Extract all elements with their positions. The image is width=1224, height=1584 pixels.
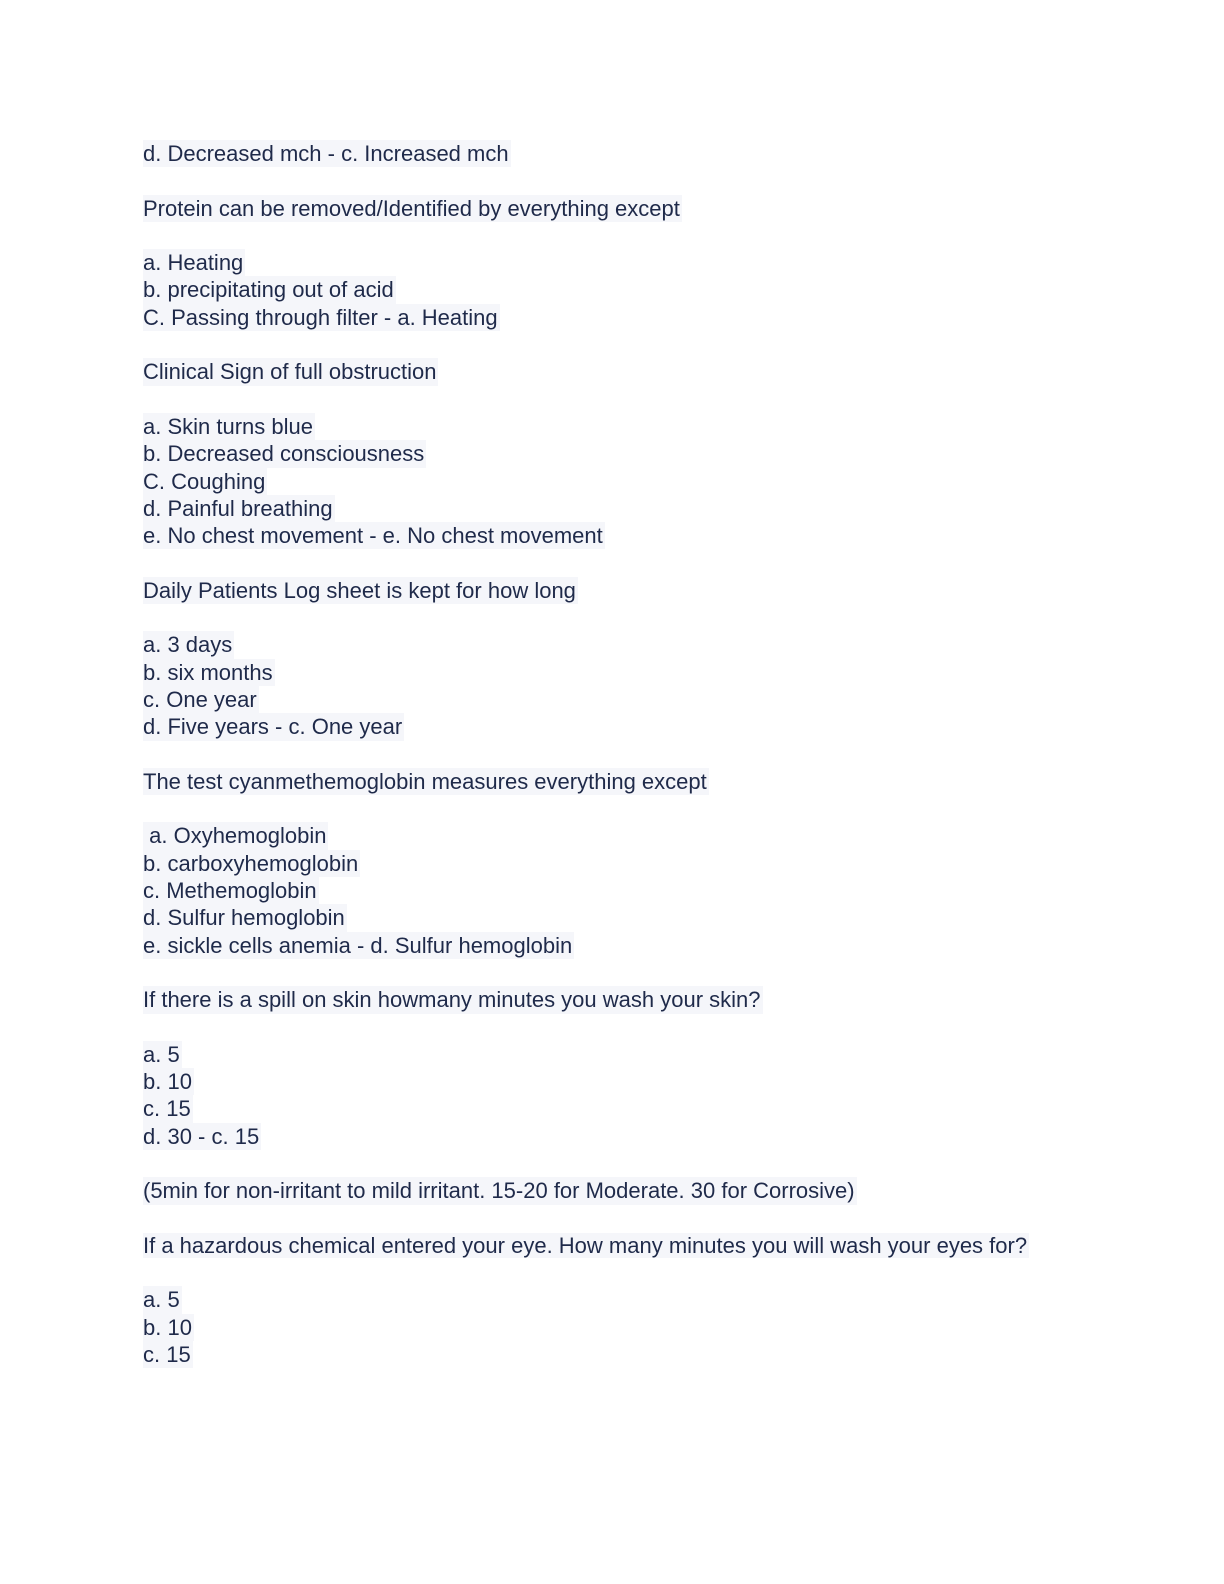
text-line [143, 850, 1083, 877]
text-line [143, 877, 1083, 904]
blank-line [143, 549, 1083, 576]
text-line [143, 522, 1083, 549]
text-line [143, 358, 1083, 385]
text-line [143, 932, 1083, 959]
text-line [143, 986, 1083, 1013]
text-line [143, 631, 1083, 658]
blank-line [143, 1205, 1083, 1232]
option-line: b. six months [143, 659, 273, 685]
option-line: a. 5 [143, 1041, 180, 1067]
text-line [143, 413, 1083, 440]
option-line: d. 30 - c. 15 [143, 1123, 260, 1149]
text-line [143, 1341, 1083, 1368]
document-page [143, 140, 1083, 1368]
blank-line [143, 604, 1083, 631]
question-line: The test cyanmethemoglobin measures everything except [143, 768, 707, 794]
text-line [143, 659, 1083, 686]
option-line: b. Decreased consciousness [143, 441, 425, 467]
option-line: d. Five years - c. One year [143, 714, 403, 740]
option-line: c. 15 [143, 1096, 191, 1122]
text-line [143, 1095, 1083, 1122]
option-line: a. 3 days [143, 632, 233, 658]
blank-line [143, 1259, 1083, 1286]
blank-line [143, 331, 1083, 358]
option-line: e. No chest movement - e. No chest movement [143, 523, 603, 549]
option-line: c. 15 [143, 1342, 191, 1368]
option-line: c. Methemoglobin [143, 878, 317, 904]
text-line [143, 822, 1083, 849]
text-line [143, 140, 1083, 167]
text-line [143, 1123, 1083, 1150]
option-line: b. carboxyhemoglobin [143, 850, 359, 876]
option-line: d. Painful breathing [143, 495, 333, 521]
text-line [143, 1286, 1083, 1313]
blank-line [143, 795, 1083, 822]
option-line: a. 5 [143, 1287, 180, 1313]
question-line: Daily Patients Log sheet is kept for how long [143, 577, 576, 603]
option-line: b. precipitating out of acid [143, 277, 394, 303]
note-line: (5min for non-irritant to mild irritant. 15-20 for Moderate. 30 for Corrosive) [143, 1178, 855, 1204]
blank-line [143, 959, 1083, 986]
option-line: a. Heating [143, 250, 244, 276]
option-line: C. Coughing [143, 468, 266, 494]
text-line [143, 577, 1083, 604]
blank-line [143, 167, 1083, 194]
text-line [143, 304, 1083, 331]
text-line [143, 1314, 1083, 1341]
text-line [143, 1232, 1083, 1259]
option-line: b. 10 [143, 1314, 192, 1340]
text-line [143, 1041, 1083, 1068]
text-line [143, 249, 1083, 276]
blank-line [143, 1014, 1083, 1041]
text-line [143, 904, 1083, 931]
text-line [143, 440, 1083, 467]
text-line [143, 495, 1083, 522]
blank-line [143, 741, 1083, 768]
text-line [143, 1068, 1083, 1095]
blank-line [143, 1150, 1083, 1177]
text-line [143, 686, 1083, 713]
text-line [143, 276, 1083, 303]
text-line [143, 195, 1083, 222]
question-line: If there is a spill on skin howmany minutes you wash your skin? [143, 987, 761, 1013]
text-line [143, 768, 1083, 795]
option-line: a. Skin turns blue [143, 413, 313, 439]
option-line: c. One year [143, 686, 257, 712]
option-line: e. sickle cells anemia - d. Sulfur hemoglobin [143, 932, 573, 958]
text-line [143, 1177, 1083, 1204]
text-line [143, 468, 1083, 495]
option-line: a. Oxyhemoglobin [143, 823, 327, 849]
blank-line [143, 222, 1083, 249]
option-line: C. Passing through filter - a. Heating [143, 304, 498, 330]
option-line: d. Sulfur hemoglobin [143, 905, 345, 931]
option-line: b. 10 [143, 1069, 192, 1095]
question-line: If a hazardous chemical entered your eye. How many minutes you will wash your eyes for? [143, 1232, 1028, 1258]
text-line [143, 713, 1083, 740]
blank-line [143, 386, 1083, 413]
question-line: Clinical Sign of full obstruction [143, 359, 437, 385]
answer-line: d. Decreased mch - c. Increased mch [143, 141, 509, 166]
question-line: Protein can be removed/Identified by everything except [143, 195, 680, 221]
